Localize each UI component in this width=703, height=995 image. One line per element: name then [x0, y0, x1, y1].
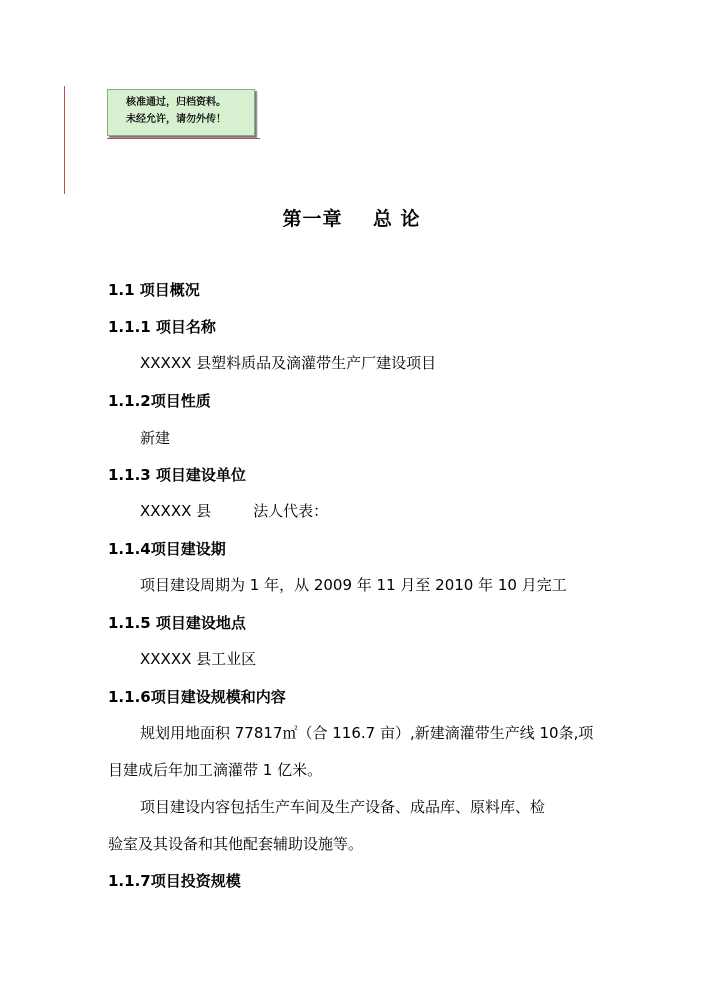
heading-1-1-4: 1.1.4项目建设期 [108, 540, 226, 558]
scale-paragraph-line-1: 规划用地面积 77817㎡（合 116.7 亩）,新建滴灌带生产线 10条,项 [140, 724, 594, 742]
legal-representative: 法人代表： [253, 502, 329, 520]
stamp-underline [107, 138, 260, 139]
heading-1-1-3: 1.1.3 项目建设单位 [108, 466, 246, 484]
heading-1-1: 1.1 项目概况 [108, 281, 200, 299]
heading-1-1-7: 1.1.7项目投资规模 [108, 872, 241, 890]
project-nature: 新建 [140, 429, 171, 447]
content-paragraph-line-1: 项目建设内容包括生产车间及生产设备、成品库、原料库、检 [140, 798, 546, 816]
construction-period: 项目建设周期为 1 年，从 2009 年 11 月至 2010 年 10 月完工 [140, 576, 567, 594]
margin-line [64, 86, 65, 194]
chapter-title: 第一章 总 论 [282, 208, 421, 230]
content-paragraph-line-2: 验室及其设备和其他配套辅助设施等。 [108, 835, 364, 853]
scale-paragraph-line-2: 目建成后年加工滴灌带 1 亿米。 [108, 761, 323, 779]
heading-1-1-5: 1.1.5 项目建设地点 [108, 614, 246, 632]
heading-1-1-6: 1.1.6项目建设规模和内容 [108, 688, 286, 706]
construction-location: XXXXX 县工业区 [140, 650, 257, 668]
stamp-line-2: 未经允许，请勿外传！ [126, 114, 226, 125]
project-name: XXXXX 县塑料质品及滴灌带生产厂建设项目 [140, 354, 437, 372]
construction-unit-line [140, 500, 328, 521]
approval-stamp [107, 89, 255, 136]
heading-1-1-2: 1.1.2项目性质 [108, 392, 211, 410]
heading-1-1-1: 1.1.1 项目名称 [108, 318, 216, 336]
stamp-line-1: 核准通过，归档资料。 [126, 97, 226, 108]
construction-unit: XXXXX 县 [140, 502, 212, 520]
